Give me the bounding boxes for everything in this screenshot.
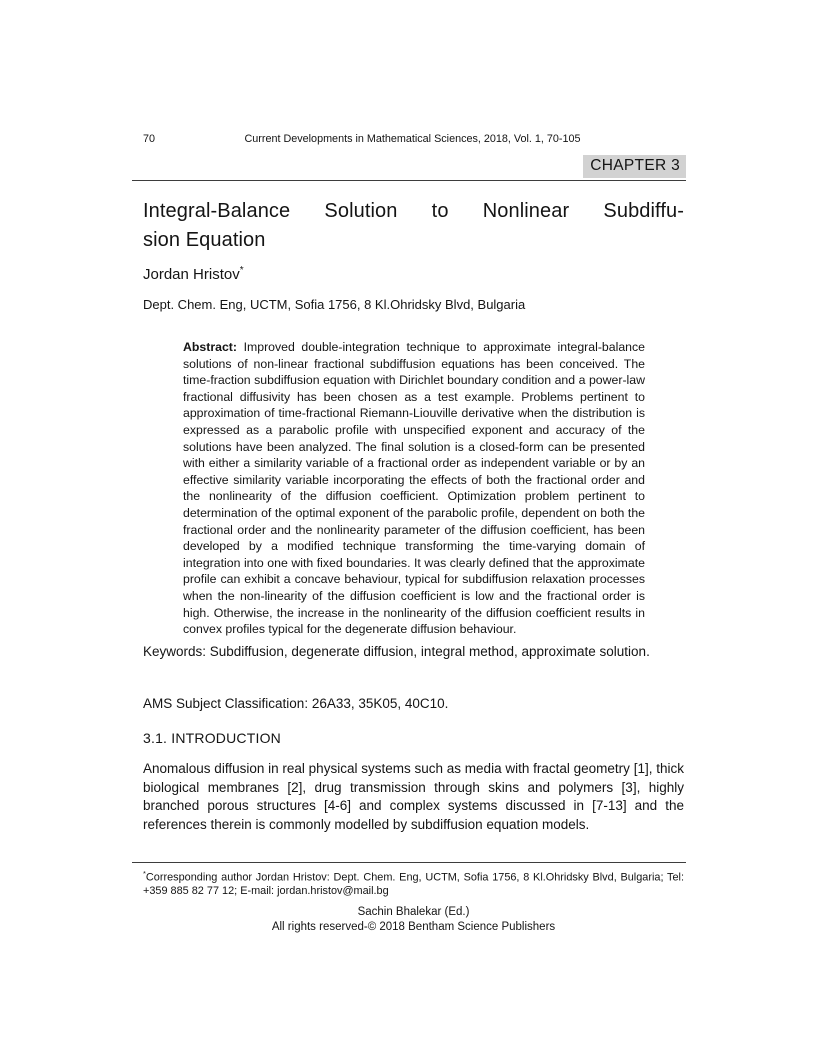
ams-classification: AMS Subject Classification: 26A33, 35K05, 40C10.: [143, 696, 449, 711]
running-title: Current Developments in Mathematical Sciences, 2018, Vol. 1, 70-105: [244, 133, 581, 145]
page-header: [143, 133, 684, 145]
intro-paragraph: Anomalous diffusion in real physical systems such as media with fractal geometry [1], thick biological membranes [2], drug transmission through skins and polymers [3], highly branched porous structures [4-6] and complex systems discussed in [7-13] and the references therein is commonly modelled by subdiffusion equation models.: [143, 761, 684, 832]
footnote-rule: [132, 862, 686, 863]
header-rule: [132, 180, 686, 181]
footnote: [143, 867, 684, 898]
author-asterisk: *: [239, 265, 244, 276]
author-affiliation: Dept. Chem. Eng, UCTM, Sofia 1756, 8 Kl.Ohridsky Blvd, Bulgaria: [143, 297, 526, 312]
title-line-1: Integral-Balance Solution to Nonlinear Subdiffu-: [143, 200, 684, 222]
abstract-label: Abstract:: [183, 340, 237, 354]
abstract-paragraph: [183, 339, 645, 638]
chapter-title: [143, 197, 684, 254]
footnote-text: Corresponding author Jordan Hristov: Dept. Chem. Eng, UCTM, Sofia 1756, 8 Kl.Ohridsky Blvd, Bulgaria; Tel: +359 885 82 77 12; E-mail: jordan.hristov@mail.bg: [143, 871, 684, 898]
abstract-text: Improved double-integration technique to approximate integral-balance solutions of non-linear fractional subdiffusion equations has been conceived. The time-fraction subdiffusion equation with Dirichlet boundary condition and a power-law fractional diffusivity has been chosen as a test example. Problems pertinent to approximation of time-fractional Riemann-Liouville derivative when the distribution is expressed as a parabolic profile with unspecified exponent and accuracy of the solutions have been analyzed. The final solution is a closed-form can be presented with either a similarity variable of a fractional order as independent variable or by an effective similarity variable incorporating the effects of both the fractional order and the nonlinearity of the diffusion coefficient. Optimization problem pertinent to determination of the optimal exponent of the parabolic profile, dependent on both the fractional order and the nonlinearity parameter of the diffusion coefficient, has been developed by a modified technique transforming the time-varying domain of integration into one with fixed boundaries. It was clearly defined that the approximate profile can exhibit a concave behaviour, typical for subdiffusion relaxation processes when the non-linearity of the diffusion coefficient is low and the fractional order is high. Otherwise, the increase in the nonlinearity of the diffusion coefficient results in convex profiles typical for the degenerate diffusion behaviour.: [183, 340, 645, 637]
section-heading-introduction: 3.1. INTRODUCTION: [143, 730, 281, 746]
chapter-badge: CHAPTER 3: [583, 155, 686, 178]
chapter-badge-row: [143, 155, 684, 178]
page-number: 70: [143, 133, 156, 145]
author-name: Jordan Hristov: [143, 266, 240, 283]
keywords-line: Keywords: Subdiffusion, degenerate diffusion, integral method, approximate solution.: [143, 644, 650, 659]
publisher-block: [143, 905, 684, 935]
editor-line: Sachin Bhalekar (Ed.): [357, 906, 470, 918]
author-line: [143, 265, 684, 283]
title-line-2: sion Equation: [143, 228, 266, 251]
footnote-asterisk: *: [143, 869, 146, 878]
copyright-line: All rights reserved-© 2018 Bentham Science Publishers: [271, 921, 556, 933]
